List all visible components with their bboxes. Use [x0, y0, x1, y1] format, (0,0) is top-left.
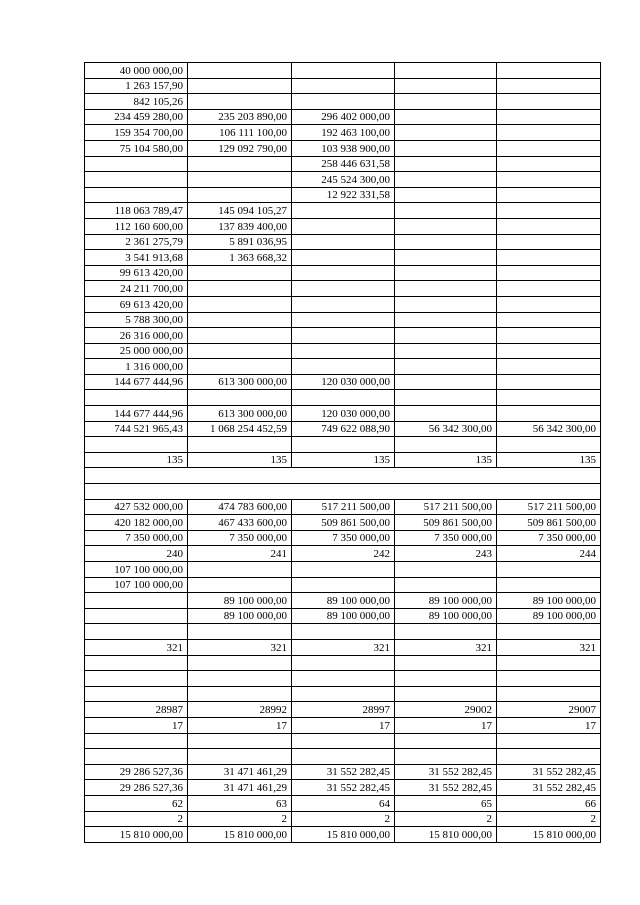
table-cell [395, 250, 497, 266]
table-cell [395, 328, 497, 344]
table-cell: 65 [395, 795, 497, 811]
table-cell: 244 [497, 546, 601, 562]
table-cell [188, 437, 292, 453]
table-cell: 241 [188, 546, 292, 562]
table-row [85, 312, 601, 328]
table-cell: 69 613 420,00 [85, 296, 188, 312]
table-cell: 2 [497, 811, 601, 827]
table-cell: 517 211 500,00 [497, 499, 601, 515]
table-cell [395, 172, 497, 188]
table-cell [395, 686, 497, 702]
table-cell [497, 265, 601, 281]
table-cell [395, 296, 497, 312]
table-row [85, 203, 601, 219]
table-cell: 28987 [85, 702, 188, 718]
table-row [85, 218, 601, 234]
table-cell [85, 686, 188, 702]
table-cell: 17 [188, 717, 292, 733]
table-cell: 62 [85, 795, 188, 811]
table-row [85, 265, 601, 281]
table-cell [292, 312, 395, 328]
table-cell [188, 78, 292, 94]
table-cell [395, 125, 497, 141]
table-row [85, 749, 601, 765]
table-cell [395, 265, 497, 281]
table-cell [292, 671, 395, 687]
table-row [85, 764, 601, 780]
table-cell: 15 810 000,00 [85, 827, 188, 843]
table-row [85, 468, 601, 484]
table-row [85, 94, 601, 110]
table-cell [188, 281, 292, 297]
table-cell: 17 [395, 717, 497, 733]
table-cell [497, 94, 601, 110]
table-cell [497, 234, 601, 250]
table-cell: 7 350 000,00 [188, 530, 292, 546]
table-cell: 5 891 036,95 [188, 234, 292, 250]
table-row [85, 452, 601, 468]
table-cell [188, 328, 292, 344]
table-cell [85, 172, 188, 188]
table-cell: 2 361 275,79 [85, 234, 188, 250]
table-row [85, 296, 601, 312]
table-cell [497, 562, 601, 578]
table-cell [188, 686, 292, 702]
table-row [85, 63, 601, 79]
table-cell [497, 328, 601, 344]
table-cell [395, 374, 497, 390]
table-cell: 613 300 000,00 [188, 406, 292, 422]
table-cell: 120 030 000,00 [292, 406, 395, 422]
table-cell: 31 552 282,45 [292, 780, 395, 796]
table-row [85, 359, 601, 375]
table-row [85, 140, 601, 156]
table-cell [85, 593, 188, 609]
table-cell [395, 671, 497, 687]
table-cell [395, 140, 497, 156]
table-cell: 106 111 100,00 [188, 125, 292, 141]
data-table-body [85, 63, 601, 843]
table-cell [395, 406, 497, 422]
table-row [85, 702, 601, 718]
table-cell: 3 541 913,68 [85, 250, 188, 266]
table-cell [292, 343, 395, 359]
table-row [85, 811, 601, 827]
table-cell [85, 749, 188, 765]
table-cell [395, 63, 497, 79]
table-cell: 40 000 000,00 [85, 63, 188, 79]
table-cell: 15 810 000,00 [292, 827, 395, 843]
table-cell [292, 234, 395, 250]
table-cell [292, 749, 395, 765]
table-cell: 25 000 000,00 [85, 343, 188, 359]
table-row [85, 406, 601, 422]
table-cell [395, 187, 497, 203]
table-cell: 744 521 965,43 [85, 421, 188, 437]
table-cell: 56 342 300,00 [395, 421, 497, 437]
table-cell [292, 203, 395, 219]
table-cell [497, 109, 601, 125]
table-cell [497, 281, 601, 297]
table-row [85, 827, 601, 843]
table-cell [188, 265, 292, 281]
table-cell [497, 437, 601, 453]
table-cell [85, 608, 188, 624]
table-row [85, 717, 601, 733]
table-cell: 28997 [292, 702, 395, 718]
table-cell: 89 100 000,00 [292, 593, 395, 609]
table-row [85, 795, 601, 811]
table-cell: 15 810 000,00 [395, 827, 497, 843]
full-width-cell [85, 484, 601, 500]
table-cell: 31 471 461,29 [188, 780, 292, 796]
table-cell [188, 390, 292, 406]
table-row [85, 172, 601, 188]
table-cell [292, 359, 395, 375]
table-cell [85, 390, 188, 406]
table-cell [497, 78, 601, 94]
table-cell: 321 [395, 639, 497, 655]
table-cell: 420 182 000,00 [85, 515, 188, 531]
table-cell: 28992 [188, 702, 292, 718]
table-cell: 135 [188, 452, 292, 468]
table-cell [292, 281, 395, 297]
table-cell: 1 316 000,00 [85, 359, 188, 375]
table-row [85, 562, 601, 578]
table-cell: 240 [85, 546, 188, 562]
table-cell [188, 655, 292, 671]
table-row [85, 686, 601, 702]
table-cell: 89 100 000,00 [497, 608, 601, 624]
table-cell [188, 312, 292, 328]
table-cell [292, 265, 395, 281]
table-cell: 31 471 461,29 [188, 764, 292, 780]
table-cell: 64 [292, 795, 395, 811]
table-cell [85, 671, 188, 687]
table-cell: 63 [188, 795, 292, 811]
table-cell: 7 350 000,00 [395, 530, 497, 546]
table-cell: 26 316 000,00 [85, 328, 188, 344]
table-cell [395, 437, 497, 453]
table-cell [85, 156, 188, 172]
table-cell [497, 343, 601, 359]
table-row [85, 577, 601, 593]
table-cell: 99 613 420,00 [85, 265, 188, 281]
table-cell [85, 733, 188, 749]
table-cell [497, 671, 601, 687]
table-cell: 509 861 500,00 [395, 515, 497, 531]
full-width-cell [85, 468, 601, 484]
table-cell [188, 187, 292, 203]
table-cell [497, 406, 601, 422]
table-cell [497, 63, 601, 79]
table-cell [292, 686, 395, 702]
table-cell [188, 671, 292, 687]
table-row [85, 780, 601, 796]
table-cell [188, 296, 292, 312]
table-cell: 89 100 000,00 [395, 593, 497, 609]
table-cell [292, 218, 395, 234]
table-cell: 467 433 600,00 [188, 515, 292, 531]
table-cell: 321 [85, 639, 188, 655]
table-cell: 118 063 789,47 [85, 203, 188, 219]
table-cell: 17 [497, 717, 601, 733]
table-cell: 24 211 700,00 [85, 281, 188, 297]
table-cell: 31 552 282,45 [497, 764, 601, 780]
table-cell: 2 [395, 811, 497, 827]
table-cell [395, 94, 497, 110]
table-cell: 192 463 100,00 [292, 125, 395, 141]
table-cell [497, 203, 601, 219]
table-cell [395, 733, 497, 749]
table-cell: 135 [497, 452, 601, 468]
table-cell: 517 211 500,00 [395, 499, 497, 515]
table-row [85, 281, 601, 297]
table-cell [497, 733, 601, 749]
table-cell: 321 [292, 639, 395, 655]
table-cell: 31 552 282,45 [395, 780, 497, 796]
table-cell [497, 140, 601, 156]
table-cell [497, 577, 601, 593]
table-cell [85, 187, 188, 203]
table-cell: 474 783 600,00 [188, 499, 292, 515]
table-cell: 144 677 444,96 [85, 374, 188, 390]
table-cell [497, 250, 601, 266]
table-cell [292, 577, 395, 593]
table-row [85, 530, 601, 546]
table-cell: 7 350 000,00 [292, 530, 395, 546]
table-cell [188, 343, 292, 359]
table-cell [395, 655, 497, 671]
table-cell [292, 437, 395, 453]
table-cell: 107 100 000,00 [85, 577, 188, 593]
table-row [85, 421, 601, 437]
table-cell [497, 749, 601, 765]
table-cell [497, 359, 601, 375]
table-cell [188, 359, 292, 375]
table-cell: 31 552 282,45 [292, 764, 395, 780]
table-row [85, 328, 601, 344]
table-row [85, 437, 601, 453]
table-cell: 89 100 000,00 [292, 608, 395, 624]
data-table [84, 62, 601, 843]
table-row [85, 156, 601, 172]
table-cell [395, 281, 497, 297]
table-row [85, 109, 601, 125]
table-cell: 509 861 500,00 [497, 515, 601, 531]
table-cell [395, 359, 497, 375]
table-cell: 89 100 000,00 [395, 608, 497, 624]
table-cell: 517 211 500,00 [292, 499, 395, 515]
table-row [85, 671, 601, 687]
table-row [85, 499, 601, 515]
table-cell: 234 459 280,00 [85, 109, 188, 125]
table-cell [395, 78, 497, 94]
table-cell [188, 172, 292, 188]
table-cell [497, 156, 601, 172]
table-cell [188, 94, 292, 110]
table-cell: 1 363 668,32 [188, 250, 292, 266]
table-cell: 159 354 700,00 [85, 125, 188, 141]
table-cell: 15 810 000,00 [188, 827, 292, 843]
table-cell: 427 532 000,00 [85, 499, 188, 515]
table-cell: 749 622 088,90 [292, 421, 395, 437]
table-cell: 613 300 000,00 [188, 374, 292, 390]
table-cell: 509 861 500,00 [292, 515, 395, 531]
table-cell [497, 655, 601, 671]
table-cell [85, 437, 188, 453]
table-cell [292, 78, 395, 94]
table-row [85, 639, 601, 655]
table-cell: 2 [188, 811, 292, 827]
table-cell [292, 390, 395, 406]
table-row [85, 624, 601, 640]
table-cell [292, 94, 395, 110]
table-cell: 321 [497, 639, 601, 655]
table-cell: 103 938 900,00 [292, 140, 395, 156]
table-cell [497, 686, 601, 702]
table-row [85, 593, 601, 609]
table-cell: 2 [85, 811, 188, 827]
table-cell [497, 187, 601, 203]
table-cell: 235 203 890,00 [188, 109, 292, 125]
table-cell: 120 030 000,00 [292, 374, 395, 390]
table-cell: 17 [292, 717, 395, 733]
table-cell: 112 160 600,00 [85, 218, 188, 234]
table-cell [497, 390, 601, 406]
table-cell [395, 577, 497, 593]
table-cell [188, 63, 292, 79]
table-cell [85, 655, 188, 671]
table-row [85, 343, 601, 359]
table-cell: 29 286 527,36 [85, 780, 188, 796]
table-cell [395, 312, 497, 328]
table-row [85, 187, 601, 203]
table-cell [395, 156, 497, 172]
table-cell: 7 350 000,00 [497, 530, 601, 546]
table-cell: 258 446 631,58 [292, 156, 395, 172]
table-cell [292, 328, 395, 344]
table-cell [292, 562, 395, 578]
table-cell: 29007 [497, 702, 601, 718]
table-cell: 7 350 000,00 [85, 530, 188, 546]
table-row [85, 250, 601, 266]
table-cell [188, 733, 292, 749]
table-cell: 144 677 444,96 [85, 406, 188, 422]
table-cell: 17 [85, 717, 188, 733]
table-cell [292, 624, 395, 640]
table-cell: 5 788 300,00 [85, 312, 188, 328]
table-cell [395, 624, 497, 640]
table-cell: 89 100 000,00 [497, 593, 601, 609]
table-cell [395, 203, 497, 219]
table-cell [395, 562, 497, 578]
table-cell [188, 156, 292, 172]
table-cell [85, 624, 188, 640]
table-cell [497, 624, 601, 640]
table-cell: 1 263 157,90 [85, 78, 188, 94]
table-cell: 245 524 300,00 [292, 172, 395, 188]
table-cell: 29 286 527,36 [85, 764, 188, 780]
table-row [85, 608, 601, 624]
table-cell: 296 402 000,00 [292, 109, 395, 125]
table-cell: 145 094 105,27 [188, 203, 292, 219]
table-cell [395, 218, 497, 234]
table-row [85, 733, 601, 749]
table-cell [188, 577, 292, 593]
table-cell: 137 839 400,00 [188, 218, 292, 234]
table-cell [395, 390, 497, 406]
table-cell [497, 296, 601, 312]
table-cell: 75 104 580,00 [85, 140, 188, 156]
table-cell [188, 562, 292, 578]
table-cell: 135 [85, 452, 188, 468]
table-cell: 1 068 254 452,59 [188, 421, 292, 437]
table-cell: 135 [395, 452, 497, 468]
table-cell [497, 374, 601, 390]
table-row [85, 484, 601, 500]
table-cell [497, 125, 601, 141]
table-cell: 29002 [395, 702, 497, 718]
table-cell: 66 [497, 795, 601, 811]
table-row [85, 655, 601, 671]
table-cell [395, 749, 497, 765]
table-cell: 31 552 282,45 [395, 764, 497, 780]
table-cell: 107 100 000,00 [85, 562, 188, 578]
table-row [85, 390, 601, 406]
table-row [85, 78, 601, 94]
table-cell [292, 63, 395, 79]
table-cell: 129 092 790,00 [188, 140, 292, 156]
table-row [85, 125, 601, 141]
table-cell: 243 [395, 546, 497, 562]
table-row [85, 234, 601, 250]
table-cell: 2 [292, 811, 395, 827]
table-cell: 12 922 331,58 [292, 187, 395, 203]
table-cell [188, 624, 292, 640]
table-cell [497, 172, 601, 188]
table-cell: 135 [292, 452, 395, 468]
table-row [85, 546, 601, 562]
table-cell [292, 733, 395, 749]
table-cell [292, 655, 395, 671]
table-cell [395, 109, 497, 125]
table-cell [188, 749, 292, 765]
table-cell: 15 810 000,00 [497, 827, 601, 843]
table-cell [497, 312, 601, 328]
table-cell: 89 100 000,00 [188, 593, 292, 609]
table-cell [395, 234, 497, 250]
table-cell: 242 [292, 546, 395, 562]
table-cell [395, 343, 497, 359]
table-cell: 89 100 000,00 [188, 608, 292, 624]
table-cell: 56 342 300,00 [497, 421, 601, 437]
table-cell [292, 250, 395, 266]
table-cell: 842 105,26 [85, 94, 188, 110]
table-cell: 321 [188, 639, 292, 655]
table-row [85, 374, 601, 390]
table-cell [497, 218, 601, 234]
table-row [85, 515, 601, 531]
table-cell: 31 552 282,45 [497, 780, 601, 796]
table-cell [292, 296, 395, 312]
